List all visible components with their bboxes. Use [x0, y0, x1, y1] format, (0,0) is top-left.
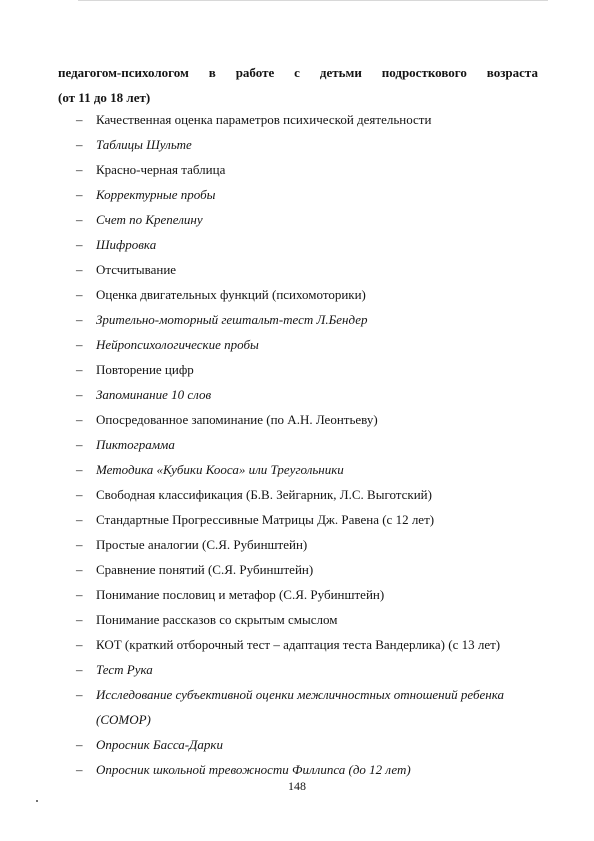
- heading-word: в: [208, 65, 216, 80]
- list-item-text: Пиктограмма: [96, 437, 175, 452]
- list-dash: –: [76, 437, 83, 452]
- list-item: [76, 632, 546, 657]
- list-dash: –: [76, 412, 83, 427]
- list-item: [76, 557, 546, 582]
- list-item: [76, 257, 546, 282]
- heading-word: с: [294, 65, 300, 80]
- list-item: [76, 382, 546, 407]
- list-dash: –: [76, 687, 83, 702]
- list-item: [76, 207, 546, 232]
- list-item-text: Сравнение понятий (С.Я. Рубинштейн): [96, 562, 314, 577]
- page-number: 148: [288, 779, 306, 793]
- list-item-text: Простые аналогии (С.Я. Рубинштейн): [96, 537, 308, 552]
- list-item: [76, 282, 546, 307]
- list-item: [76, 232, 546, 257]
- list-dash: –: [76, 237, 83, 252]
- list-dash: –: [76, 212, 83, 227]
- list-dash: –: [76, 587, 83, 602]
- list-item-text: Опросник Басса-Дарки: [96, 737, 223, 752]
- list-dash: –: [76, 562, 83, 577]
- list-dash: –: [76, 262, 83, 277]
- heading-word: возраста: [486, 65, 538, 80]
- heading-word: педагогом-психологом: [58, 65, 189, 80]
- list-item-text: Качественная оценка параметров психической деятельности: [96, 112, 432, 127]
- list-dash: –: [76, 187, 83, 202]
- list-item: [76, 157, 546, 182]
- list-item: [76, 507, 546, 532]
- method-list: [76, 107, 546, 782]
- list-dash: –: [76, 162, 83, 177]
- list-dash: –: [76, 462, 83, 477]
- list-dash: –: [76, 512, 83, 527]
- list-item-text: Красно-черная таблица: [96, 162, 226, 177]
- list-dash: –: [76, 612, 83, 627]
- list-item: [76, 357, 546, 382]
- list-item-text: Отсчитывание: [96, 262, 177, 277]
- list-dash: –: [76, 762, 83, 777]
- list-item: [76, 582, 546, 607]
- list-dash: –: [76, 637, 83, 652]
- list-item-text: Таблицы Шульте: [96, 137, 192, 152]
- list-item: [76, 332, 546, 357]
- scan-top-edge: [78, 0, 548, 1]
- list-item-text: Стандартные Прогрессивные Матрицы Дж. Равена (с 12 лет): [96, 512, 435, 527]
- list-item-text: Понимание пословиц и метафор (С.Я. Рубинштейн): [96, 587, 385, 602]
- heading-word: детьми: [319, 65, 362, 80]
- list-item-text: Нейропсихологические пробы: [96, 337, 259, 352]
- list-item: [76, 182, 546, 207]
- heading-line-2: (от 11 до 18 лет): [58, 90, 151, 105]
- list-item: [76, 132, 546, 157]
- heading-line-1: [58, 60, 538, 85]
- list-item-text: Тест Рука: [96, 662, 153, 677]
- list-item: [76, 482, 546, 507]
- list-item-text: Опросник школьной тревожности Филлипса (до 12 лет): [96, 762, 411, 777]
- list-item-text: Зрительно-моторный гештальт-тест Л.Бендер: [96, 312, 368, 327]
- list-dash: –: [76, 112, 83, 127]
- list-item-text: Понимание рассказов со скрытым смыслом: [96, 612, 338, 627]
- list-dash: –: [76, 287, 83, 302]
- list-item-text: Счет по Крепелину: [96, 212, 203, 227]
- list-item: [76, 732, 546, 757]
- list-item: [76, 307, 546, 332]
- list-dash: –: [76, 737, 83, 752]
- list-item-text: Методика «Кубики Кооса» или Треугольники: [96, 462, 344, 477]
- list-item: [76, 607, 546, 632]
- list-dash: –: [76, 137, 83, 152]
- scan-speck: [36, 800, 38, 802]
- list-item: [76, 107, 546, 132]
- list-item-text: Корректурные пробы: [96, 187, 216, 202]
- list-dash: –: [76, 362, 83, 377]
- list-item: [76, 532, 546, 557]
- list-item-text: Запоминание 10 слов: [96, 387, 212, 402]
- list-item: [76, 682, 546, 732]
- list-item-text: Оценка двигательных функций (психомоторики): [96, 287, 366, 302]
- list-dash: –: [76, 387, 83, 402]
- list-item-text: Повторение цифр: [96, 362, 194, 377]
- heading-word: работе: [235, 65, 275, 80]
- list-item: [76, 457, 546, 482]
- list-item-text: Шифровка: [96, 237, 157, 252]
- list-item-text: КОТ (краткий отборочный тест – адаптация теста Вандерлика) (с 13 лет): [96, 637, 501, 652]
- list-dash: –: [76, 662, 83, 677]
- list-dash: –: [76, 337, 83, 352]
- list-item: [76, 407, 546, 432]
- list-dash: –: [76, 312, 83, 327]
- list-item: [76, 432, 546, 457]
- list-dash: –: [76, 537, 83, 552]
- section-heading: [58, 60, 538, 110]
- heading-word: подросткового: [381, 65, 467, 80]
- list-item-text: Исследование субъективной оценки межличностных отношений ребенка (СОМОР): [96, 687, 504, 727]
- list-item: [76, 657, 546, 682]
- list-item-text: Опосредованное запоминание (по А.Н. Леонтьеву): [96, 412, 378, 427]
- list-dash: –: [76, 487, 83, 502]
- list-item-text: Свободная классификация (Б.В. Зейгарник, Л.С. Выготский): [96, 487, 432, 502]
